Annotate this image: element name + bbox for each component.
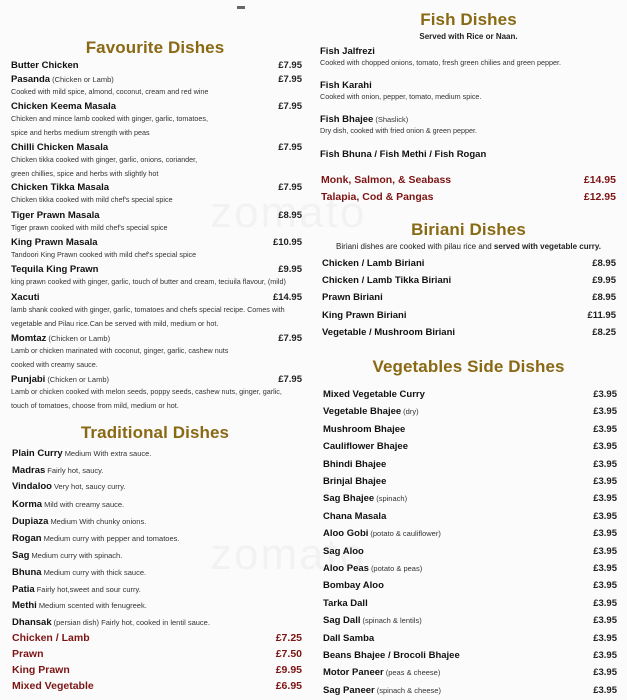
item-name-text: Pasanda	[11, 74, 51, 85]
item-name-text: Vindaloo	[12, 481, 52, 492]
menu-item-row	[322, 310, 616, 321]
item-name	[12, 481, 126, 492]
item-name-text: Fish Bhajee	[320, 114, 374, 125]
menu-item-row	[12, 516, 302, 527]
item-name-text: Prawn	[12, 648, 44, 660]
item-name-text: Sag	[12, 550, 30, 561]
item-price: £3.95	[593, 493, 617, 505]
menu-item-row	[323, 598, 617, 609]
item-name	[323, 633, 374, 644]
item-name-text: Fish Jalfrezi	[320, 46, 375, 57]
item-price: £9.95	[275, 664, 302, 676]
menu-item-row	[11, 374, 302, 385]
item-price: £3.95	[593, 667, 617, 679]
item-price: £14.95	[272, 292, 302, 303]
item-name-text: King Prawn Biriani	[322, 310, 407, 321]
menu-item-row	[12, 448, 302, 459]
item-description: green chillies, spice and herbs with slightly hot	[11, 169, 159, 178]
item-description: spice and herbs medium strength with peas	[11, 128, 150, 137]
item-name	[322, 292, 383, 303]
biriani-dishes-heading: Biriani Dishes	[411, 220, 526, 239]
item-name	[323, 441, 408, 452]
item-name	[11, 210, 100, 221]
vegetable-side-dishes-heading: Vegetables Side Dishes	[372, 357, 565, 376]
biriani-subtitle-bold: served with vegetable curry.	[493, 242, 601, 251]
item-name	[11, 182, 109, 193]
item-price: £8.95	[592, 258, 616, 269]
item-name	[323, 650, 460, 661]
item-name-text: Korma	[12, 499, 43, 510]
item-description: touch of tomatoes, choose from mild, medium or hot.	[11, 401, 179, 410]
item-note: Medium curry with thick sauce.	[43, 568, 147, 577]
item-description: Tiger prawn cooked with mild chef's special spice	[11, 223, 168, 232]
menu-item-row	[11, 264, 302, 275]
item-price: £3.95	[593, 476, 617, 487]
item-description: Cooked with chopped onions, tomato, fresh green chilies and green pepper.	[320, 58, 561, 67]
item-price: £3.95	[593, 615, 617, 627]
item-price: £9.95	[592, 275, 616, 286]
item-name-text: Fish Karahi	[320, 80, 372, 91]
item-price: £7.50	[275, 648, 302, 660]
item-name-text: Chilli Chicken Masala	[11, 142, 109, 153]
menu-item-row	[323, 493, 617, 504]
menu-item-row	[323, 528, 617, 539]
item-name	[321, 174, 451, 186]
item-name	[12, 584, 141, 595]
menu-item-row	[12, 499, 302, 510]
item-price: £7.95	[278, 374, 302, 385]
item-note: (Chicken or Lamb)	[47, 375, 110, 384]
item-name	[11, 374, 109, 385]
menu-item-row	[323, 685, 617, 696]
item-note: Medium With chunky onions.	[50, 517, 147, 526]
item-note: (peas & cheese)	[385, 668, 441, 678]
item-name	[11, 264, 98, 275]
item-name	[322, 275, 451, 286]
favourite-dishes-heading: Favourite Dishes	[85, 38, 225, 57]
item-note: Medium curry with spinach.	[31, 551, 123, 560]
menu-item-row	[321, 191, 616, 203]
item-price: £8.25	[592, 327, 616, 338]
item-name	[12, 680, 94, 692]
item-name-text: Mixed Vegetable	[12, 680, 94, 692]
item-name-text: Mixed Vegetable Curry	[323, 389, 425, 400]
biriani-dishes-subtitle	[310, 242, 627, 251]
menu-item-row	[11, 60, 302, 71]
item-name-text: Brinjal Bhajee	[323, 476, 387, 487]
item-note: (Chicken or Lamb)	[52, 75, 114, 84]
menu-item-row	[12, 680, 302, 692]
item-note: Fairly hot,sweet and sour curry.	[36, 585, 141, 594]
item-name	[12, 533, 179, 544]
item-price: £7.95	[278, 333, 302, 344]
item-name-text: Talapia, Cod & Pangas	[321, 191, 434, 203]
item-price: £12.95	[583, 191, 616, 203]
item-note: Medium scented with fenugreek.	[38, 601, 147, 610]
item-name	[11, 142, 108, 153]
menu-item-row	[11, 333, 302, 344]
menu-item-row	[323, 406, 617, 417]
item-description: lamb shank cooked with ginger, garlic, tomatoes and chefs special recipe. Comes with	[11, 305, 285, 314]
item-name-text: Patia	[12, 584, 35, 595]
item-price: £3.95	[593, 563, 617, 574]
item-name-text: King Prawn	[12, 664, 70, 676]
item-name-text: Vegetable / Mushroom Biriani	[322, 327, 456, 338]
item-name	[322, 258, 424, 269]
item-name	[323, 598, 368, 609]
item-price: £7.95	[278, 74, 302, 85]
item-price: £3.95	[593, 510, 617, 522]
item-description: Dry dish, cooked with fried onion & green pepper.	[320, 126, 478, 135]
fish-dishes-heading: Fish Dishes	[420, 10, 517, 29]
item-name	[12, 632, 90, 644]
menu-item-row	[12, 481, 302, 492]
item-name-text: Vegetable Bhajee	[323, 406, 402, 418]
menu-item-row	[11, 182, 302, 193]
item-name-text: Madras	[12, 465, 46, 476]
item-name-text: Bombay Aloo	[323, 580, 384, 592]
item-name	[12, 465, 103, 476]
item-name	[323, 528, 441, 539]
item-name	[12, 567, 146, 578]
menu-item-row	[323, 424, 617, 435]
item-name-text: Chicken / Lamb	[12, 632, 90, 644]
item-name-text: Dupiaza	[12, 516, 49, 527]
item-name	[323, 476, 386, 487]
fish-dishes-subtitle	[310, 32, 627, 41]
item-price: £3.95	[593, 545, 617, 557]
menu-item-row	[323, 389, 617, 400]
item-price: £3.95	[593, 406, 617, 418]
item-price: £7.95	[278, 60, 302, 71]
item-description: Cooked with onion, pepper, tomato, medium spice.	[320, 92, 482, 101]
item-name	[323, 424, 405, 435]
item-name	[323, 580, 384, 591]
item-note: Very hot, saucy curry.	[53, 482, 126, 491]
menu-item-row	[322, 258, 616, 269]
item-price: £10.95	[272, 237, 302, 248]
item-note: Mild with creamy sauce.	[44, 500, 125, 509]
item-name-text: Dhansak	[12, 617, 52, 628]
item-name-text: Aloo Peas	[323, 563, 369, 574]
item-name	[12, 648, 44, 660]
item-note: (Shaslick)	[375, 115, 409, 124]
item-description: Chicken tikka cooked with ginger, garlic, onions, coriander,	[11, 155, 198, 164]
menu-item-row	[11, 142, 302, 153]
item-name	[12, 499, 124, 510]
menu-item-row	[12, 664, 302, 676]
item-name-text: Momtaz	[11, 333, 47, 344]
item-name	[11, 292, 40, 303]
item-name	[323, 563, 422, 574]
menu-item-row	[11, 292, 302, 303]
item-price: £6.95	[275, 680, 302, 692]
item-name	[323, 493, 407, 504]
menu-item-row	[323, 546, 617, 557]
item-note: (potato & peas)	[370, 564, 423, 573]
menu-item-row	[323, 580, 617, 591]
menu-item-row	[12, 584, 302, 595]
item-name	[12, 516, 146, 527]
menu-item-row	[323, 441, 617, 452]
item-note: (spinach & cheese)	[376, 685, 441, 695]
item-name-text: Tequila King Prawn	[11, 264, 99, 275]
biriani-subtitle-plain: Biriani dishes are cooked with pilau rice and	[336, 242, 494, 251]
item-note: (spinach)	[376, 494, 408, 504]
item-price: £7.95	[278, 101, 302, 112]
item-price: £8.95	[592, 292, 616, 303]
item-description: Chicken tikka cooked with mild chef's special spice	[11, 195, 173, 204]
item-note: Fairly hot, saucy.	[47, 466, 104, 475]
menu-item-row	[11, 101, 302, 112]
pin-mark	[237, 6, 245, 9]
item-name-text: Motor Paneer	[323, 667, 384, 679]
menu-item-row	[12, 533, 302, 544]
item-name	[323, 615, 422, 626]
item-name	[12, 600, 147, 611]
item-name	[321, 191, 433, 203]
item-price: £7.95	[278, 142, 302, 153]
traditional-dishes-heading: Traditional Dishes	[80, 423, 230, 442]
menu-item-row	[323, 511, 617, 522]
item-price: £14.95	[583, 174, 616, 186]
item-name-text: Methi	[12, 600, 37, 611]
menu-item-row	[12, 550, 302, 561]
item-price: £3.95	[593, 632, 617, 644]
menu-item-row	[322, 275, 616, 286]
item-name-text: Tarka Dall	[323, 597, 368, 609]
menu-item-row	[12, 617, 302, 628]
item-name-text: Bhindi Bhajee	[323, 458, 387, 470]
menu-item-row	[12, 632, 302, 644]
item-name	[11, 237, 98, 248]
item-price: £3.95	[593, 597, 617, 609]
menu-item-row	[323, 459, 617, 470]
menu-item-row	[323, 650, 617, 661]
item-name-text: Butter Chicken	[11, 60, 79, 71]
item-name-text: Bhuna	[12, 567, 42, 578]
item-name-text: Tiger Prawn Masala	[11, 210, 100, 221]
item-note: (persian dish) Fairly hot, cooked in lentil sauce.	[53, 618, 210, 627]
menu-item-row	[323, 563, 617, 574]
menu-item-row	[12, 567, 302, 578]
item-description: Lamb or chicken marinated with coconut, ginger, garlic, cashew nuts	[11, 346, 229, 355]
item-note: (Chicken or Lamb)	[48, 334, 111, 343]
item-description: Tandoori King Prawn cooked with mild chef's special spice	[11, 250, 197, 259]
item-name	[323, 667, 440, 678]
item-description: Cooked with mild spice, almond, coconut, cream and red wine	[11, 87, 209, 96]
item-name	[11, 101, 116, 112]
item-price: £3.95	[593, 684, 617, 696]
item-price: £3.95	[593, 458, 617, 470]
item-name-text: Xacuti	[11, 292, 40, 303]
item-name	[323, 511, 386, 522]
item-price: £8.95	[278, 210, 302, 221]
menu-item-row	[322, 292, 616, 303]
item-name	[322, 310, 406, 321]
item-name	[323, 389, 425, 400]
item-name-text: Chicken / Lamb Tikka Biriani	[322, 275, 452, 286]
item-name-text: Sag Dall	[323, 615, 361, 627]
item-price: £3.95	[593, 441, 617, 453]
item-name-text: King Prawn Masala	[11, 237, 98, 248]
item-name-text: Monk, Salmon, & Seabass	[321, 174, 452, 186]
menu-item-row	[323, 633, 617, 644]
item-price: £3.95	[593, 580, 617, 592]
item-price: £9.95	[278, 264, 302, 275]
item-name-text: Rogan	[12, 533, 42, 544]
menu-item-row	[320, 149, 619, 160]
item-name	[11, 60, 79, 71]
menu-item-row	[11, 74, 302, 85]
menu-item-row	[11, 210, 302, 221]
item-name-text: Chicken Keema Masala	[11, 101, 117, 112]
item-note: Medium curry with pepper and tomatoes.	[43, 534, 180, 543]
item-note: (dry)	[403, 407, 419, 417]
item-name-text: Sag Aloo	[323, 545, 364, 557]
item-name	[12, 448, 151, 459]
item-name-text: Chicken / Lamb Biriani	[322, 258, 425, 269]
item-description: Lamb or chicken cooked with melon seeds, poppy seeds, cashew nuts, ginger, garlic,	[11, 387, 282, 396]
item-description: Chicken and mince lamb cooked with ginger, garlic, tomatoes,	[11, 114, 208, 123]
item-price: £3.95	[593, 528, 617, 540]
menu-item-row	[323, 476, 617, 487]
item-description: vegetable and Pilau rice.Can be served with mild, medium or hot.	[11, 319, 219, 328]
item-name-text: Aloo Gobi	[323, 528, 369, 540]
item-name	[320, 149, 486, 160]
item-description: cooked with creamy sauce.	[11, 360, 98, 369]
menu-item-row	[322, 327, 616, 338]
fish-subtitle-text: Served with Rice or Naan.	[419, 32, 518, 41]
item-price: £3.95	[593, 423, 617, 435]
item-name-text: Dall Samba	[323, 632, 375, 644]
item-name-text: Fish Bhuna / Fish Methi / Fish Rogan	[320, 149, 487, 160]
menu-item-row	[323, 615, 617, 626]
item-price: £3.95	[593, 650, 617, 661]
item-price: £11.95	[587, 310, 616, 321]
item-name	[323, 459, 386, 470]
item-name-text: Sag Paneer	[323, 684, 375, 696]
menu-item-row	[11, 237, 302, 248]
item-note: (spinach & lentils)	[362, 616, 422, 626]
item-name	[11, 74, 114, 85]
item-note: Medium With extra sauce.	[64, 449, 152, 458]
item-name	[322, 327, 455, 338]
item-price: £7.95	[278, 182, 302, 193]
item-name	[323, 546, 364, 557]
item-name-text: Chana Masala	[323, 510, 387, 522]
menu-item-row	[12, 648, 302, 660]
item-price: £7.25	[275, 632, 302, 644]
item-name	[12, 617, 210, 628]
item-name	[323, 406, 419, 417]
item-price: £3.95	[593, 389, 617, 400]
menu-item-row	[12, 465, 302, 476]
item-name-text: Cauliflower Bhajee	[323, 441, 408, 453]
item-name	[12, 550, 122, 561]
item-name-text: Sag Bhajee	[323, 493, 375, 505]
menu-item-row	[12, 600, 302, 611]
item-name-text: Plain Curry	[12, 448, 63, 459]
item-name	[323, 685, 441, 696]
item-note: (potato & cauliflower)	[370, 529, 441, 539]
menu-item-row	[321, 174, 616, 186]
item-description: king prawn cooked with ginger, garlic, touch of butter and cream, teciuila flavour, (mild)	[11, 277, 286, 286]
item-name-text: Prawn Biriani	[322, 292, 383, 303]
item-name-text: Punjabi	[11, 374, 46, 385]
item-name	[11, 333, 110, 344]
item-name-text: Beans Bhajee / Brocoli Bhajee	[323, 650, 460, 661]
item-name-text: Chicken Tikka Masala	[11, 182, 110, 193]
item-name-text: Mushroom Bhajee	[323, 423, 406, 435]
menu-item-row	[323, 667, 617, 678]
item-name	[12, 664, 70, 676]
